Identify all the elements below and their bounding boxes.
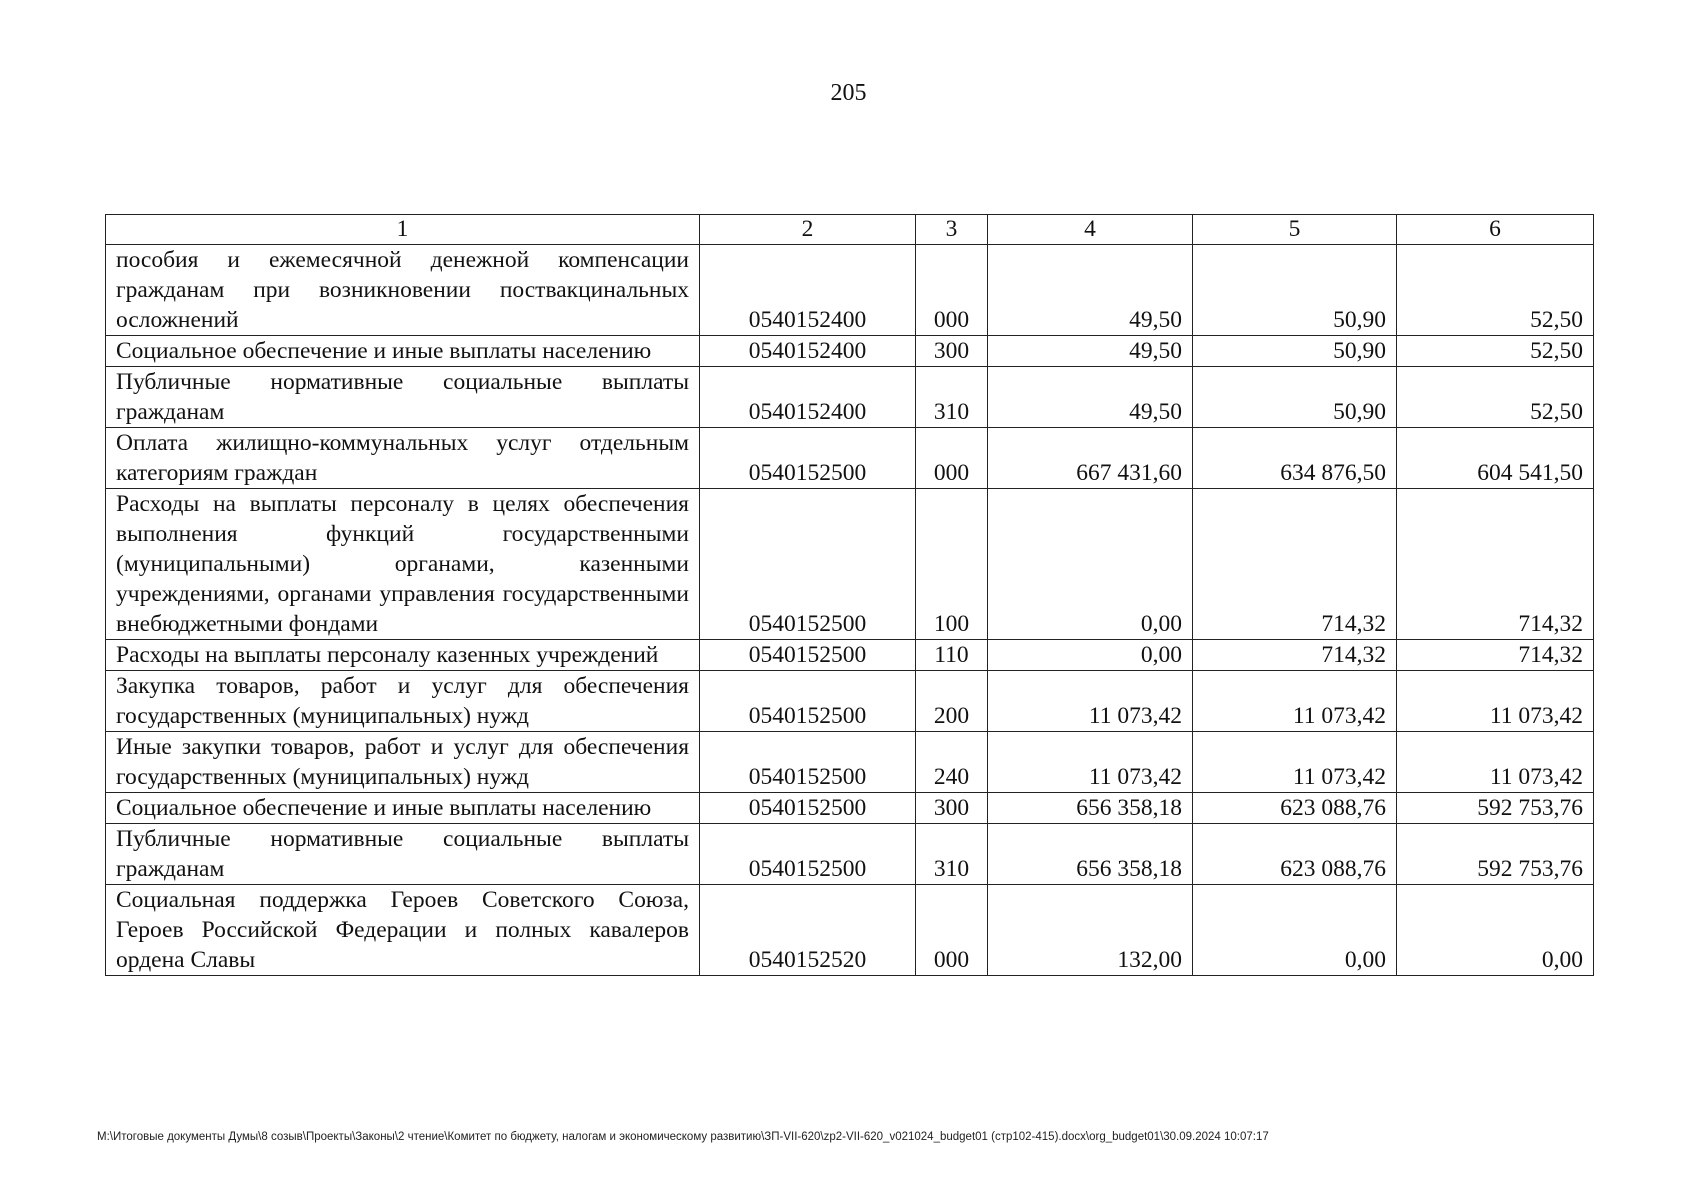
- table-row: [106, 732, 1594, 793]
- table-row: [106, 428, 1594, 489]
- expense-kind-code: 000: [916, 245, 988, 336]
- target-article-code: 0540152400: [700, 245, 916, 336]
- budget-table: [105, 214, 1594, 976]
- column-header-6: 6: [1397, 215, 1594, 245]
- row-description: Иные закупки товаров, работ и услуг для обеспечения государственных (муниципальных) нужд: [106, 732, 700, 793]
- expense-kind-code: 310: [916, 367, 988, 428]
- expense-kind-code: 240: [916, 732, 988, 793]
- amount-col-5: 714,32: [1193, 489, 1397, 640]
- amount-col-6: 11 073,42: [1397, 671, 1594, 732]
- column-header-5: 5: [1193, 215, 1397, 245]
- row-description: Публичные нормативные социальные выплаты гражданам: [106, 824, 700, 885]
- amount-col-5: 11 073,42: [1193, 732, 1397, 793]
- table-row: [106, 671, 1594, 732]
- row-description: Расходы на выплаты персоналу казенных учреждений: [106, 640, 700, 671]
- amount-col-5: 623 088,76: [1193, 793, 1397, 824]
- expense-kind-code: 300: [916, 336, 988, 367]
- expense-kind-code: 200: [916, 671, 988, 732]
- amount-col-4: 0,00: [988, 489, 1193, 640]
- target-article-code: 0540152500: [700, 824, 916, 885]
- page-number: 205: [830, 80, 867, 106]
- target-article-code: 0540152500: [700, 489, 916, 640]
- row-description: Социальная поддержка Героев Советского Союза, Героев Российской Федерации и полных кавалеров ордена Славы: [106, 885, 700, 976]
- column-header-2: 2: [700, 215, 916, 245]
- table-row: [106, 640, 1594, 671]
- amount-col-4: 667 431,60: [988, 428, 1193, 489]
- target-article-code: 0540152500: [700, 671, 916, 732]
- target-article-code: 0540152400: [700, 367, 916, 428]
- header-row: [106, 215, 1594, 245]
- amount-col-5: 50,90: [1193, 245, 1397, 336]
- amount-col-5: 714,32: [1193, 640, 1397, 671]
- amount-col-6: 592 753,76: [1397, 824, 1594, 885]
- amount-col-5: 623 088,76: [1193, 824, 1397, 885]
- amount-col-6: 714,32: [1397, 489, 1594, 640]
- expense-kind-code: 310: [916, 824, 988, 885]
- expense-kind-code: 100: [916, 489, 988, 640]
- document-file-path: M:\Итоговые документы Думы\8 созыв\Проекты\Законы\2 чтение\Комитет по бюджету, налогам и экономическому развитию\ЗП-VII-620\zp2-VII-620_v021024_budget01 (стр102-415).docx\org_budget01\30.09.2024 10:07:17: [97, 1131, 1269, 1143]
- amount-col-5: 0,00: [1193, 885, 1397, 976]
- expense-kind-code: 000: [916, 885, 988, 976]
- target-article-code: 0540152500: [700, 793, 916, 824]
- amount-col-5: 11 073,42: [1193, 671, 1397, 732]
- amount-col-6: 714,32: [1397, 640, 1594, 671]
- row-description: пособия и ежемесячной денежной компенсации гражданам при возникновении поствакцинальных осложнений: [106, 245, 700, 336]
- amount-col-4: 656 358,18: [988, 824, 1193, 885]
- amount-col-6: 52,50: [1397, 336, 1594, 367]
- amount-col-4: 0,00: [988, 640, 1193, 671]
- amount-col-5: 634 876,50: [1193, 428, 1397, 489]
- table-row: [106, 245, 1594, 336]
- target-article-code: 0540152500: [700, 640, 916, 671]
- expense-kind-code: 000: [916, 428, 988, 489]
- amount-col-5: 50,90: [1193, 367, 1397, 428]
- amount-col-4: 11 073,42: [988, 732, 1193, 793]
- amount-col-6: 52,50: [1397, 245, 1594, 336]
- column-header-3: 3: [916, 215, 988, 245]
- expense-kind-code: 110: [916, 640, 988, 671]
- amount-col-5: 50,90: [1193, 336, 1397, 367]
- target-article-code: 0540152500: [700, 428, 916, 489]
- target-article-code: 0540152500: [700, 732, 916, 793]
- amount-col-4: 656 358,18: [988, 793, 1193, 824]
- table-row: [106, 336, 1594, 367]
- amount-col-4: 49,50: [988, 367, 1193, 428]
- row-description: Расходы на выплаты персоналу в целях обеспечения выполнения функций государственными (муниципальными) органами, казенными учреждениями, органами управления государственными внебюджетными фондами: [106, 489, 700, 640]
- row-description: Закупка товаров, работ и услуг для обеспечения государственных (муниципальных) нужд: [106, 671, 700, 732]
- target-article-code: 0540152520: [700, 885, 916, 976]
- amount-col-6: 604 541,50: [1397, 428, 1594, 489]
- expense-kind-code: 300: [916, 793, 988, 824]
- column-header-1: 1: [106, 215, 700, 245]
- amount-col-4: 132,00: [988, 885, 1193, 976]
- table-row: [106, 489, 1594, 640]
- amount-col-6: 52,50: [1397, 367, 1594, 428]
- target-article-code: 0540152400: [700, 336, 916, 367]
- row-description: Оплата жилищно-коммунальных услуг отдельным категориям граждан: [106, 428, 700, 489]
- row-description: Публичные нормативные социальные выплаты гражданам: [106, 367, 700, 428]
- amount-col-6: 11 073,42: [1397, 732, 1594, 793]
- row-description: Социальное обеспечение и иные выплаты населению: [106, 336, 700, 367]
- amount-col-4: 49,50: [988, 245, 1193, 336]
- column-header-4: 4: [988, 215, 1193, 245]
- amount-col-4: 49,50: [988, 336, 1193, 367]
- table-row: [106, 793, 1594, 824]
- amount-col-4: 11 073,42: [988, 671, 1193, 732]
- amount-col-6: 592 753,76: [1397, 793, 1594, 824]
- table-row: [106, 824, 1594, 885]
- table-row: [106, 885, 1594, 976]
- row-description: Социальное обеспечение и иные выплаты населению: [106, 793, 700, 824]
- table-row: [106, 367, 1594, 428]
- amount-col-6: 0,00: [1397, 885, 1594, 976]
